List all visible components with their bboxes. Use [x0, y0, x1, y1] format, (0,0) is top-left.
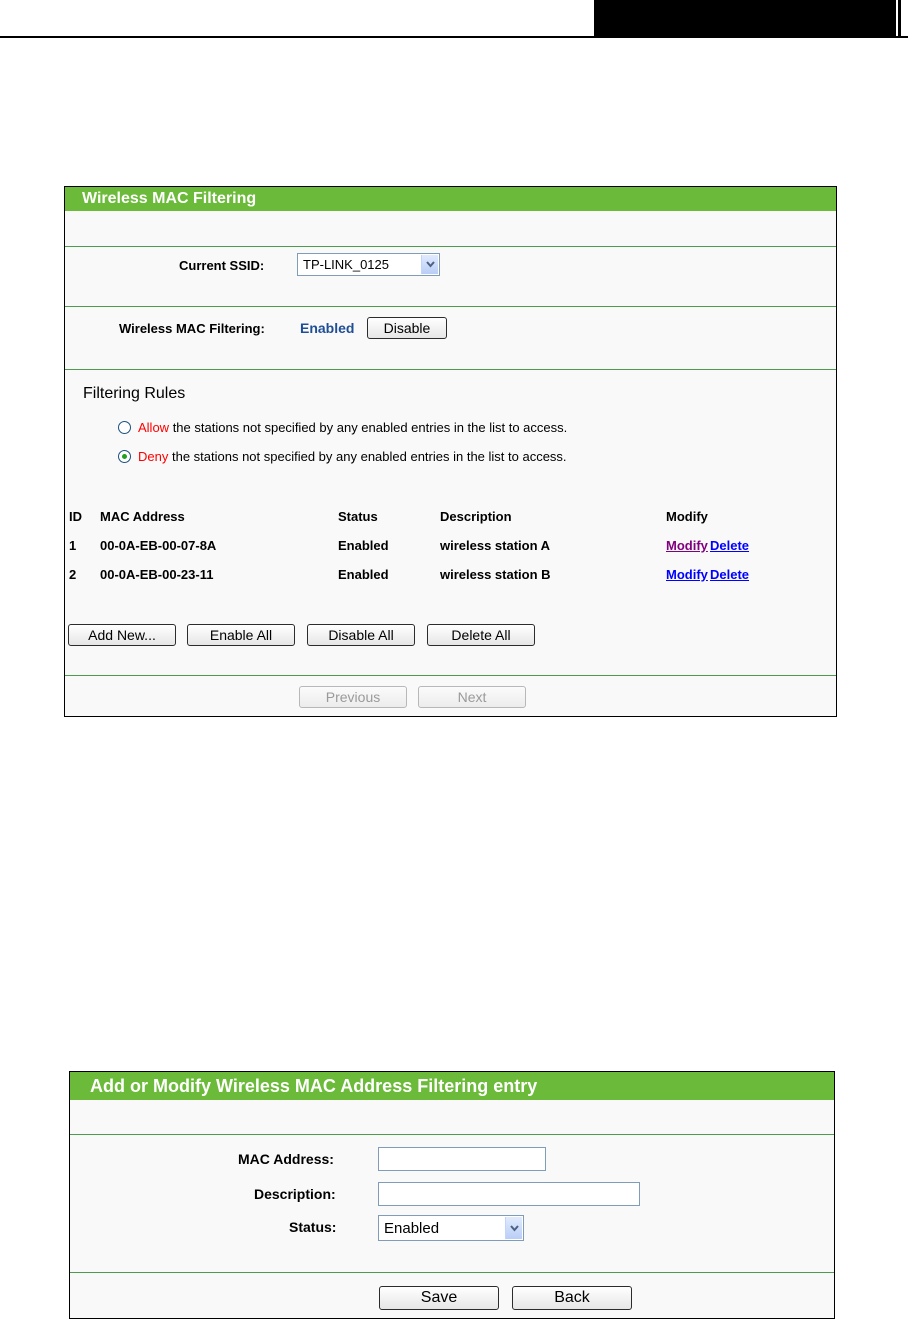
row-mac: 00-0A-EB-00-07-8A — [100, 538, 217, 553]
current-ssid-label: Current SSID: — [179, 258, 265, 273]
add-new-button[interactable]: Add New... — [68, 624, 176, 646]
allow-description: the stations not specified by any enabled entries in the list to access. — [169, 420, 568, 435]
separator — [70, 1134, 834, 1135]
previous-button[interactable]: Previous — [299, 686, 407, 708]
separator — [65, 246, 836, 247]
mac-address-input[interactable] — [378, 1147, 546, 1171]
entry-panel — [69, 1071, 835, 1319]
disable-all-button[interactable]: Disable All — [307, 624, 415, 646]
separator — [70, 1272, 834, 1273]
chevron-down-icon[interactable] — [421, 255, 438, 274]
chevron-down-icon[interactable] — [505, 1217, 522, 1239]
header-black-tick — [898, 0, 901, 38]
ssid-select[interactable] — [297, 253, 440, 276]
save-button[interactable]: Save — [379, 1286, 499, 1310]
row-mac: 00-0A-EB-00-23-11 — [100, 567, 214, 582]
next-button[interactable]: Next — [418, 686, 526, 708]
col-header-description: Description — [440, 509, 512, 524]
panel-title: Add or Modify Wireless MAC Address Filtering entry — [70, 1072, 834, 1100]
row-description: wireless station B — [440, 567, 551, 582]
filtering-status: Enabled — [300, 320, 355, 336]
radio-selected-dot — [122, 454, 127, 459]
allow-radio[interactable] — [118, 421, 131, 434]
filtering-rules-heading: Filtering Rules — [83, 385, 186, 402]
separator — [65, 369, 836, 370]
description-input[interactable] — [378, 1182, 640, 1206]
delete-all-button[interactable]: Delete All — [427, 624, 535, 646]
col-header-modify: Modify — [666, 509, 708, 524]
row-description: wireless station A — [440, 538, 551, 553]
ssid-select-value: TP-LINK_0125 — [303, 257, 389, 272]
allow-keyword: Allow — [138, 420, 170, 435]
enable-all-button[interactable]: Enable All — [187, 624, 295, 646]
deny-rule-text — [138, 449, 567, 464]
col-header-id: ID — [69, 509, 82, 524]
row-id: 1 — [69, 538, 77, 553]
modify-link[interactable]: Modify — [666, 567, 708, 582]
deny-description: the stations not specified by any enabled entries in the list to access. — [168, 449, 567, 464]
back-button[interactable]: Back — [512, 1286, 632, 1310]
status-label: Status: — [289, 1219, 337, 1235]
mac-address-label: MAC Address: — [238, 1151, 334, 1167]
description-label: Description: — [254, 1186, 336, 1202]
separator — [65, 675, 836, 676]
wireless-mac-filtering-label: Wireless MAC Filtering: — [119, 321, 265, 336]
row-status: Enabled — [338, 567, 389, 582]
row-id: 2 — [69, 567, 77, 582]
delete-link[interactable]: Delete — [710, 567, 750, 582]
allow-rule-text — [138, 420, 567, 435]
deny-radio[interactable] — [118, 450, 131, 463]
col-header-status: Status — [338, 509, 378, 524]
delete-link[interactable]: Delete — [710, 538, 750, 553]
panel-title: Wireless MAC Filtering — [65, 187, 836, 211]
header-black-block — [594, 0, 896, 38]
disable-button[interactable]: Disable — [367, 317, 447, 339]
deny-keyword: Deny — [138, 449, 169, 464]
row-status: Enabled — [338, 538, 389, 553]
separator — [65, 306, 836, 307]
modify-link[interactable]: Modify — [666, 538, 708, 553]
col-header-mac: MAC Address — [100, 509, 185, 524]
mac-filtering-panel — [64, 186, 837, 717]
status-select[interactable] — [378, 1215, 524, 1241]
status-select-value: Enabled — [384, 1220, 440, 1237]
